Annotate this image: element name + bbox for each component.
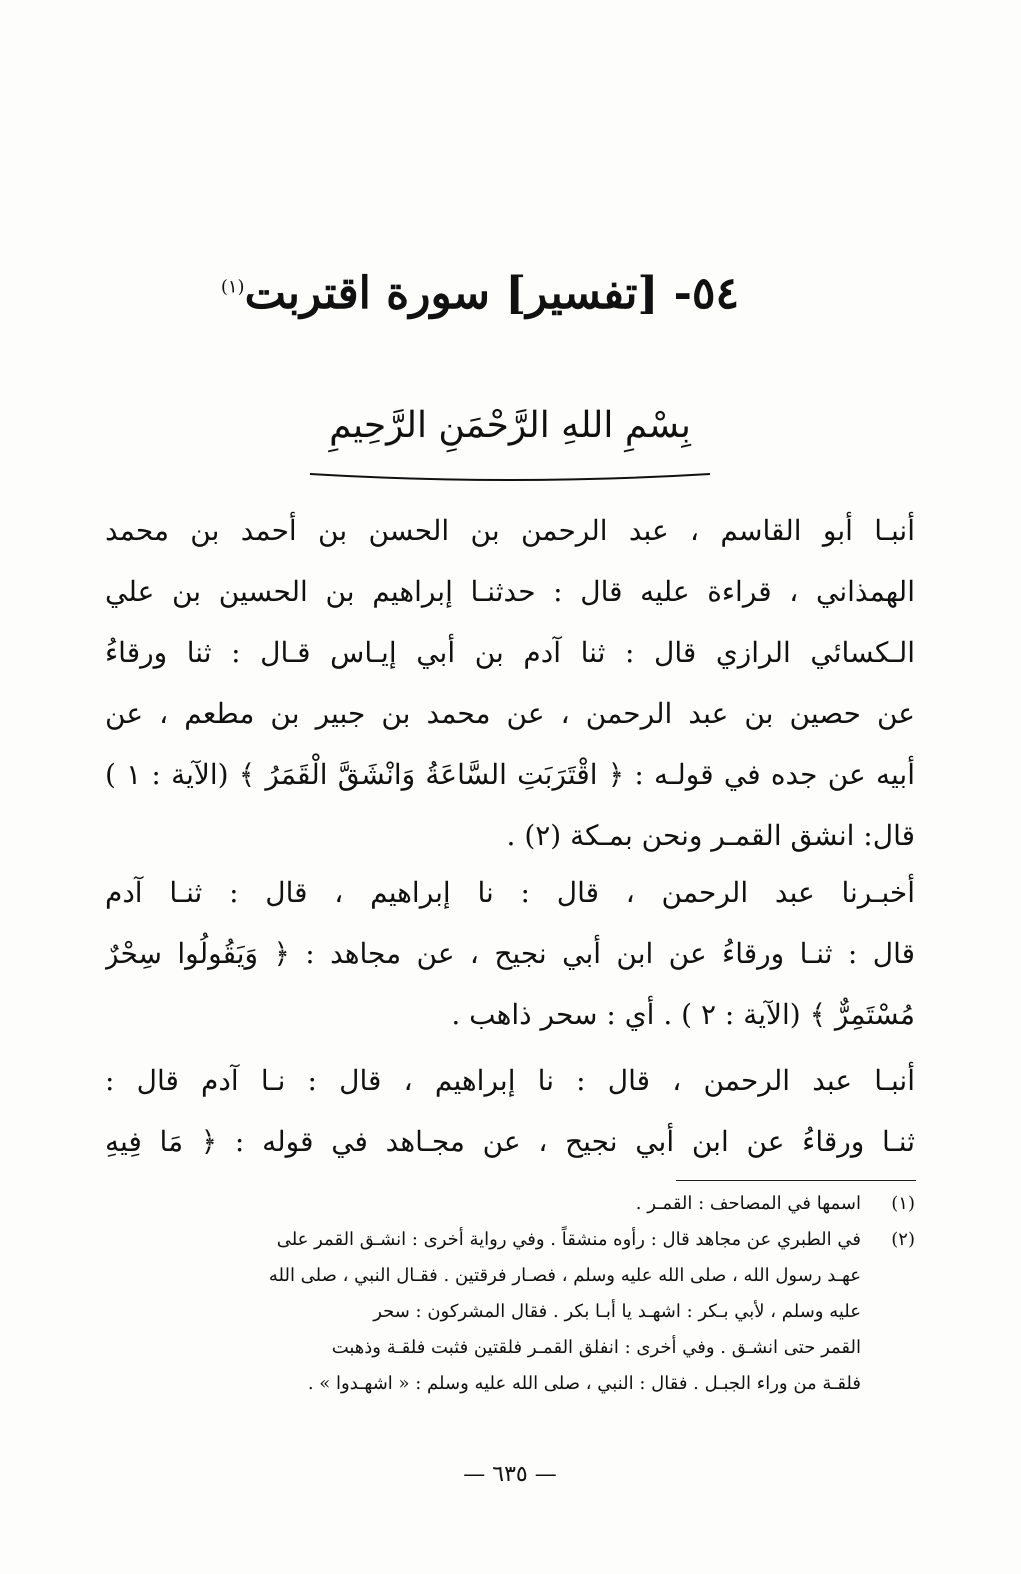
surah-heading: [180, 268, 780, 319]
text-line: أنبـا أبو القاسم ، عبد الرحمن بن الحسن بن أحمد بن محمد: [105, 514, 915, 547]
footnote-number: (١): [891, 1193, 915, 1214]
text-line: أنبـا عبد الرحمن ، قال : نا إبراهيم ، قال : نـا آدم قال :: [105, 1064, 915, 1097]
footnote-text: عليه وسلم ، لأبي بـكر : اشهـد يا أبـا بكر . فقال المشركون : سحر: [373, 1301, 861, 1322]
paragraph-2: [105, 862, 915, 1045]
text-line: قال : ثنـا ورقاءُ عن ابن أبي نجيح ، عن مجاهد : ﴿ وَيَقُولُوا سِحْرٌ: [105, 937, 915, 970]
page-number: — ٦٣٥ —: [463, 1462, 557, 1487]
paragraph-1: [105, 500, 915, 866]
footnotes: [105, 1186, 915, 1402]
footnote-text: في الطبري عن مجاهد قال : رأوه منشقاً . وفي رواية أخرى : انشـق القمر على: [276, 1229, 861, 1250]
footnote-number: (٢): [891, 1229, 915, 1250]
text-line: ثنـا ورقاءُ عن ابن أبي نجيح ، عن مجـاهد في قوله : ﴿ مَا فِيهِ: [105, 1125, 915, 1158]
footnote-text: فلقـة من وراء الجبـل . فقال : النبي ، صلى الله عليه وسلم : « اشهـدوا » .: [307, 1373, 861, 1394]
heading-footnote-marker: (١): [220, 276, 245, 298]
surah-heading-text: ٥٤- [تفسير] سورة اقتربت: [244, 268, 740, 319]
text-line: الهمذاني ، قراءة عليه قال : حدثنـا إبراهيم بن الحسين بن علي: [105, 575, 915, 608]
footnote-2: [105, 1222, 915, 1258]
text-line: أبيه عن جده في قولـه : ﴿ اقْتَرَبَتِ السَّاعَةُ وَانْشَقَّ الْقَمَرُ ﴾ (الآية : ١ ): [105, 758, 915, 791]
text-line: مُسْتَمِرٌّ ﴾ (الآية : ٢ ) . أي : سحر ذاهب .: [451, 998, 915, 1031]
basmala: بِسْمِ اللهِ الرَّحْمَنِ الرَّحِيمِ: [329, 405, 691, 446]
text-line: الـكسائي الرازي قال : ثنا آدم بن أبي إيـاس قـال : ثنا ورقاءُ: [105, 636, 915, 669]
footnote-text: اسمها في المصاحف : القمـر .: [635, 1193, 861, 1214]
footnote-1: [105, 1186, 915, 1222]
text-line: أخبـرنا عبد الرحمن ، قال : نا إبراهيم ، قال : ثنـا آدم: [105, 876, 915, 909]
footnote-text: القمر حتى انشـق . وفي أخرى : انفلق القمـر فلقتين فثبت فلقـة وذهبت: [331, 1337, 861, 1358]
basmala-swash-ornament: [305, 470, 715, 484]
footnote-text: عهـد رسول الله ، صلى الله عليه وسلم ، فصـار فرقتين . فقـال النبي ، صلى الله: [268, 1265, 861, 1286]
text-line: عن حصين بن عبد الرحمن ، عن محمد بن جبير بن مطعم ، عن: [105, 697, 915, 730]
footnote-separator: [676, 1180, 916, 1181]
text-line: قال: انشق القمـر ونحن بمـكة (٢) .: [506, 819, 915, 852]
paragraph-3: [105, 1050, 915, 1172]
